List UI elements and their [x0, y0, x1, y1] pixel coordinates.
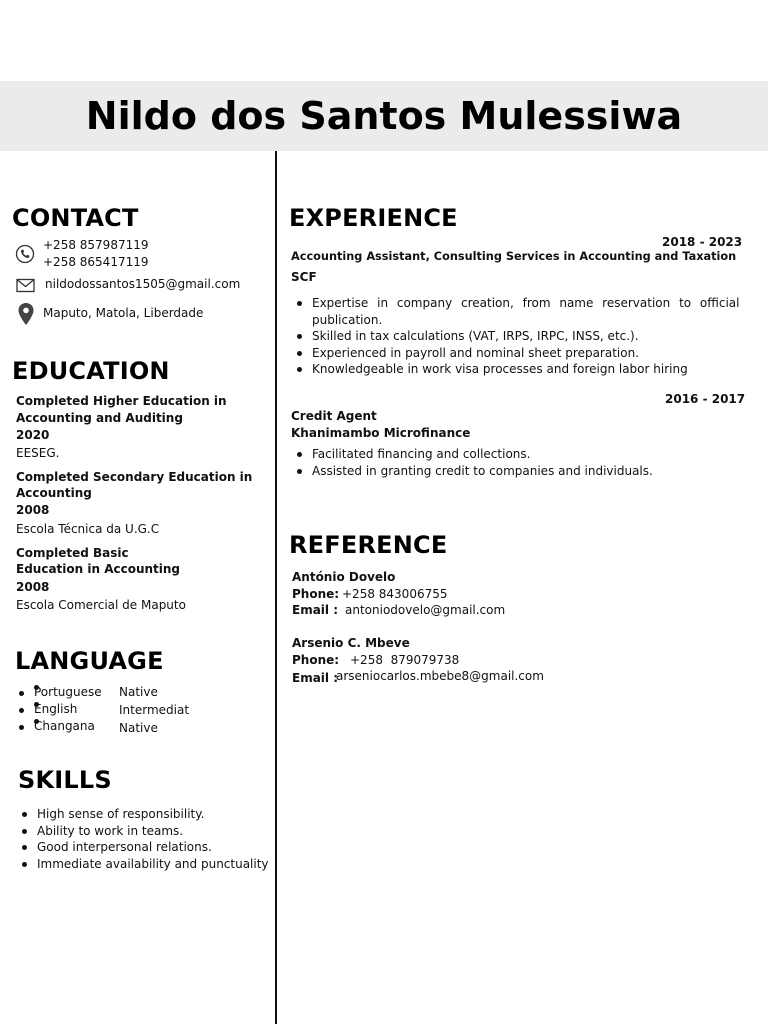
education-year: 2008 [16, 503, 50, 517]
location-pin-icon [17, 302, 35, 326]
bullet-dot [19, 691, 24, 696]
column-divider [275, 151, 277, 1024]
contact-address: Maputo, Matola, Liberdade [43, 306, 204, 320]
phone-icon [15, 244, 35, 264]
reference-email: arseniocarlos.mbebe8@gmail.com [336, 669, 544, 683]
reference-phone: +258 843006755 [342, 587, 448, 601]
education-title-line1: Completed Basic [16, 546, 129, 560]
phone-number-1: +258 857987119 [43, 238, 149, 252]
skill-item: Ability to work in teams. [37, 823, 269, 840]
phone-number-2: +258 865417119 [43, 255, 149, 269]
experience-heading: EXPERIENCE [289, 204, 458, 232]
education-title-line2: Accounting and Auditing [16, 411, 183, 425]
job-company: SCF [291, 270, 317, 284]
contact-heading: CONTACT [12, 204, 139, 232]
job-bullet: Facilitated financing and collections. [312, 446, 653, 463]
education-year: 2020 [16, 428, 50, 442]
reference-name: António Dovelo [292, 570, 396, 584]
contact-email: nildodossantos1505@gmail.com [45, 277, 241, 291]
reference-name: Arsenio C. Mbeve [292, 636, 410, 650]
language-level: Intermediat [119, 703, 190, 717]
bullet-dot [19, 708, 24, 713]
reference-phone: +258 879079738 [350, 653, 460, 667]
job-bullet: Experienced in payroll and nominal sheet preparation. [312, 345, 740, 362]
job-bullet: Assisted in granting credit to companies and individuals. [312, 463, 653, 478]
bullet-dot [19, 725, 24, 730]
reference-email-label: Email : [292, 603, 339, 617]
language-name: Changana [34, 719, 95, 733]
language-level: Native [119, 721, 158, 735]
education-school: Escola Comercial de Maputo [16, 598, 186, 612]
job-bullet: Knowledgeable in work visa processes and foreign labor hiring [312, 361, 740, 378]
reference-phone-label: Phone: [292, 587, 340, 601]
name-header [0, 81, 768, 151]
education-year: 2008 [16, 580, 50, 594]
reference-phone-label: Phone: [292, 653, 340, 667]
language-heading: LANGUAGE [15, 647, 164, 675]
language-level: Native [119, 685, 158, 699]
education-heading: EDUCATION [12, 357, 170, 385]
job-bullets [312, 295, 740, 378]
education-title-line1: Completed Higher Education in [16, 394, 227, 408]
skills-list [37, 806, 269, 872]
job-bullet: Expertise in company creation, from name reservation to official [312, 296, 740, 310]
job-bullets [312, 446, 653, 479]
job-title: Accounting Assistant, Consulting Services in Accounting and Taxation [291, 250, 737, 263]
reference-heading: REFERENCE [289, 531, 448, 559]
job-title: Credit Agent [291, 409, 377, 423]
education-title-line2: Education in Accounting [16, 562, 181, 576]
job-company: Khanimambo Microfinance [291, 426, 471, 440]
reference-email-label: Email : [292, 671, 339, 685]
job-period: 2016 - 2017 [665, 392, 746, 406]
mail-icon [16, 278, 35, 293]
language-name: Portuguese [34, 685, 102, 699]
job-bullet: Skilled in tax calculations (VAT, IRPS, IRPC, INSS, etc.). [312, 328, 740, 345]
education-school: Escola Técnica da U.G.C [16, 522, 160, 536]
skill-item: Immediate availability and punctuality [37, 856, 269, 871]
education-title-line2: Accounting [16, 486, 92, 500]
language-name: English [34, 702, 78, 716]
job-bullet-continued: publication. [312, 312, 383, 327]
skill-item: High sense of responsibility. [37, 806, 269, 823]
job-period: 2018 - 2023 [662, 235, 743, 249]
education-title-line1: Completed Secondary Education in [16, 470, 253, 484]
candidate-name: Nildo dos Santos Mulessiwa [85, 94, 683, 138]
reference-email: antoniodovelo@gmail.com [345, 603, 506, 617]
skill-item: Good interpersonal relations. [37, 839, 269, 856]
education-school: EESEG. [16, 446, 60, 460]
skills-heading: SKILLS [18, 766, 112, 794]
